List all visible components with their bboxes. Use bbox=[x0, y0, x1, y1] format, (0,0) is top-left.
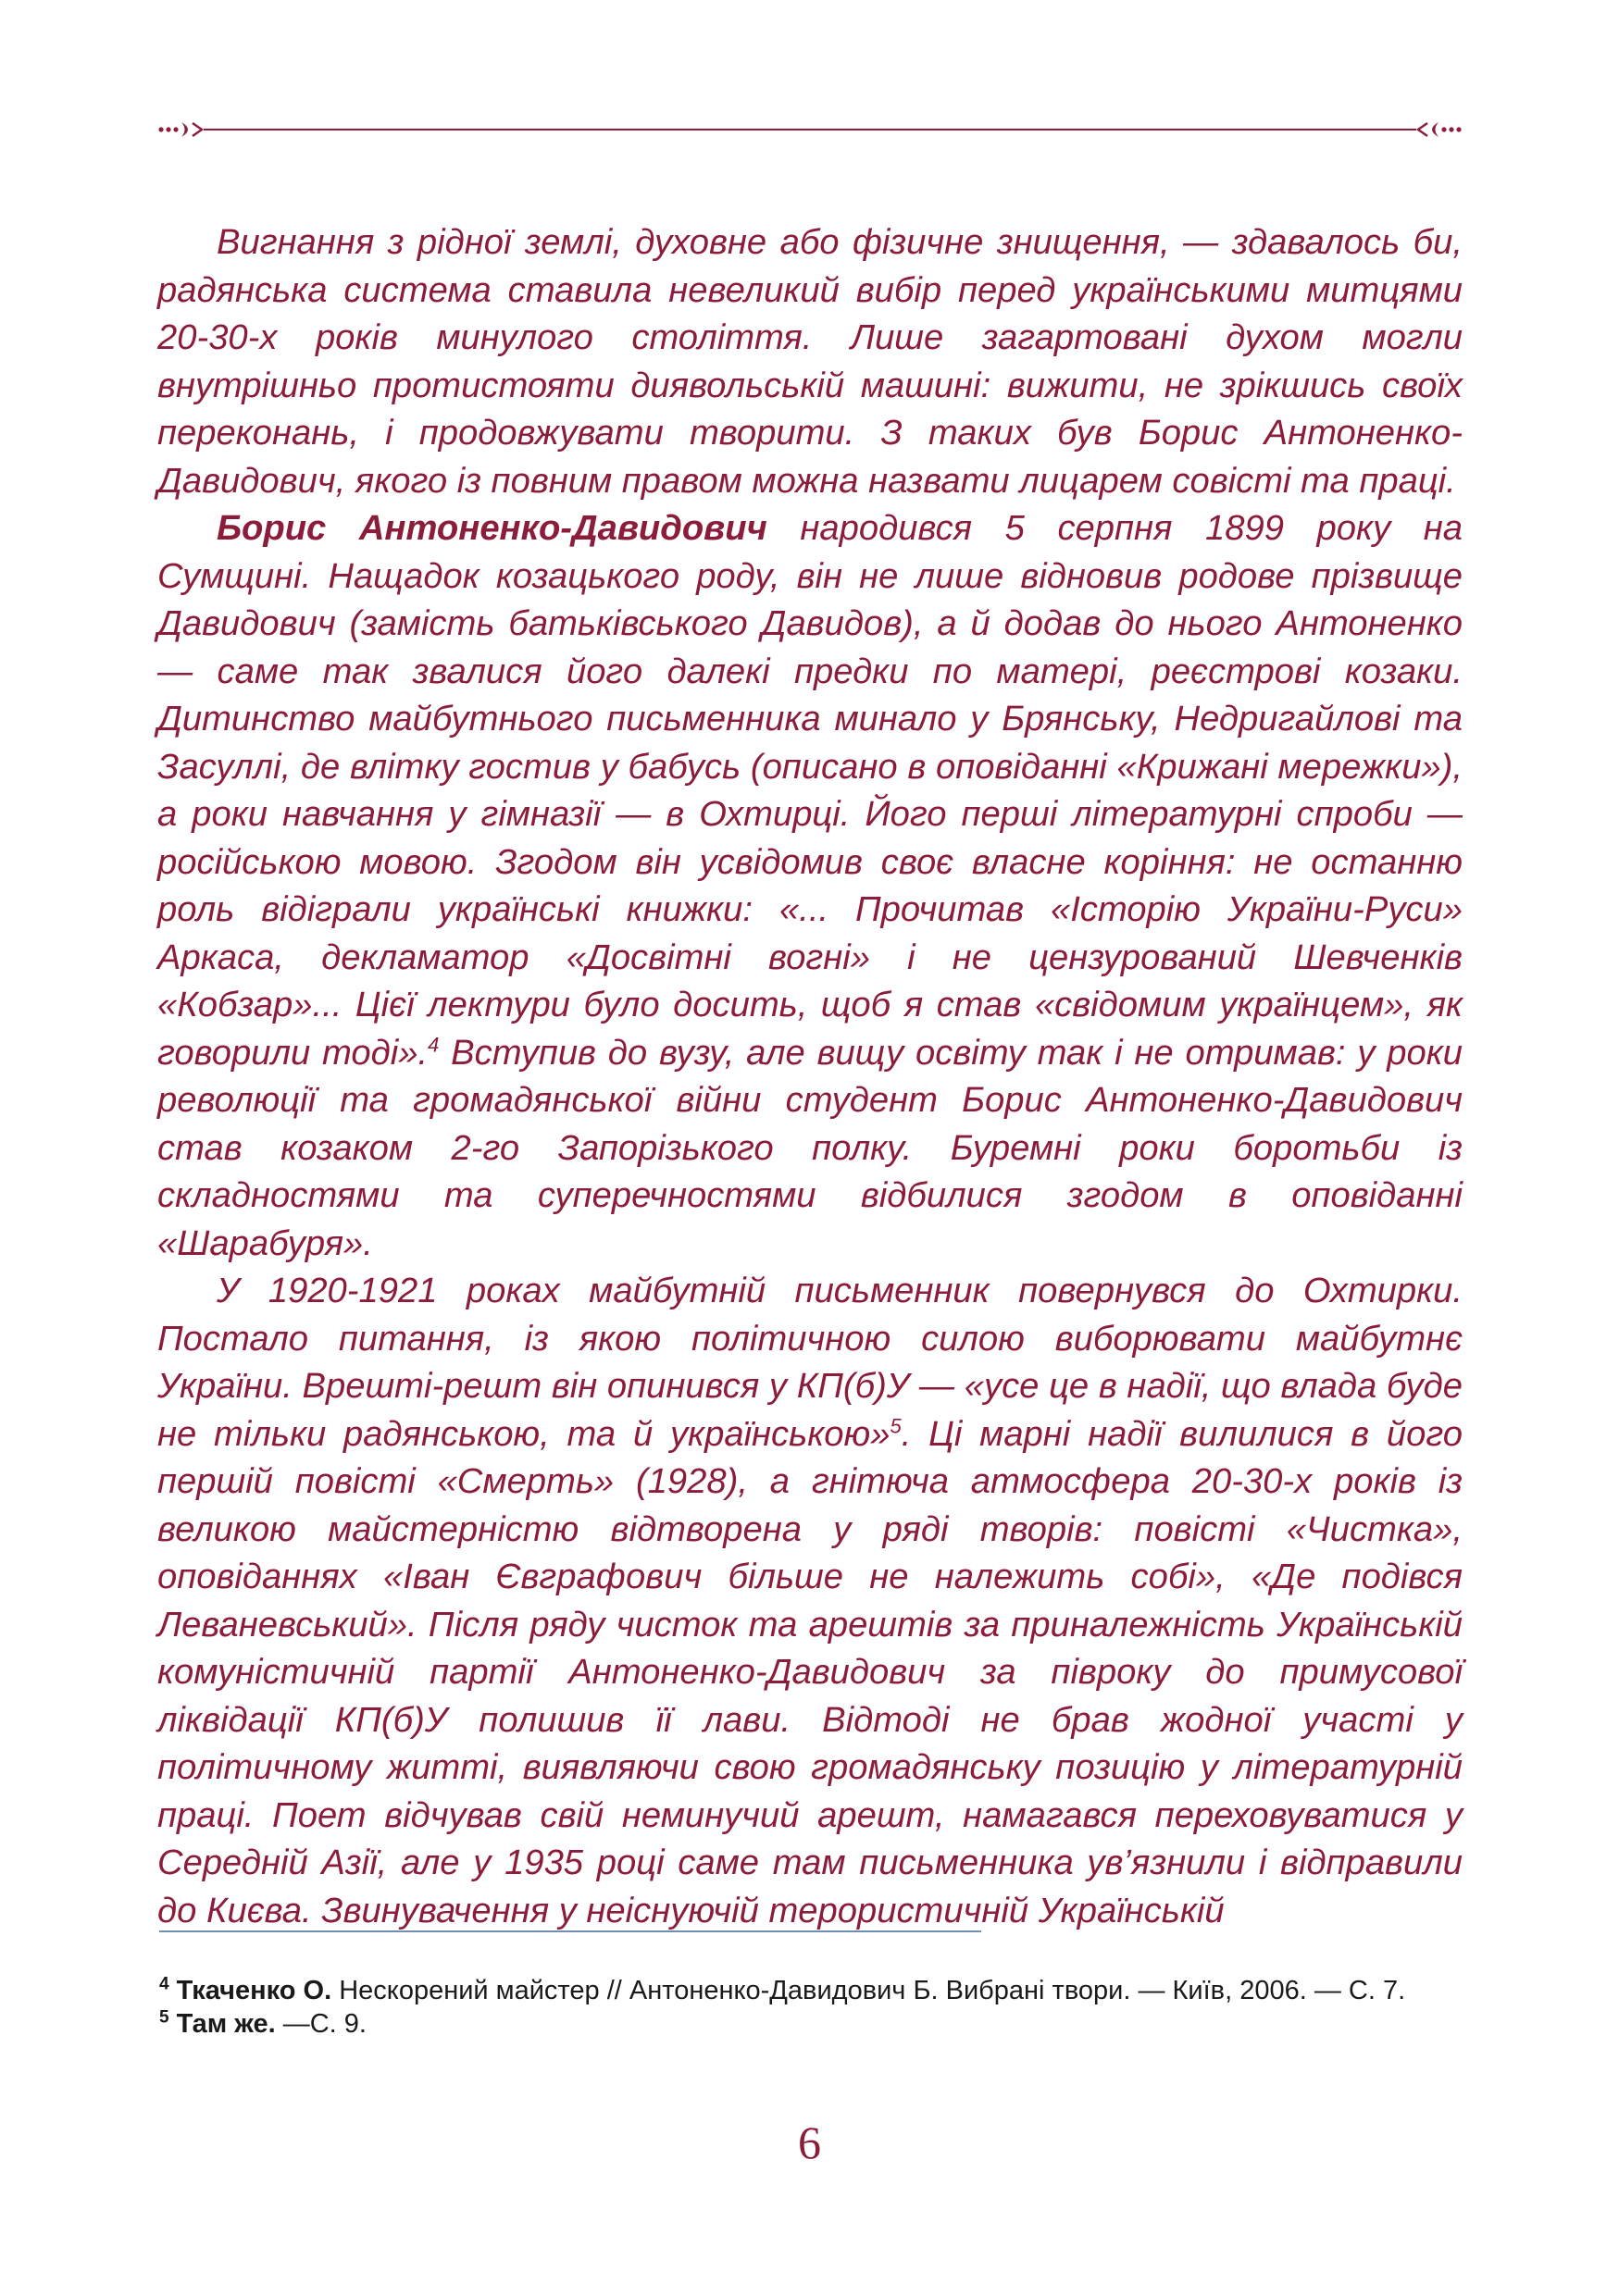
footnote-author: Ткаченко О. bbox=[176, 1976, 332, 2005]
footnote-text: Нескорений майстер // Антоненко-Давидович Б. Вибрані твори. — Київ, 2006. — С. 7. bbox=[331, 1976, 1406, 2005]
paragraph-1: Вигнання з рідної землі, духовне або фізичне знищення, — здавалось би, радянська система ставила невеликий вибір перед українськими митцями 20-30-х років минулого століття. Лише загартовані духом могли внутрішньо протистояти диявольській машині: вижити, не зрікшись своїх переконань, і продовжувати творити. З таких був Борис Антоненко-Давидович, якого із повним правом можна назвати лицарем совісті та праці. bbox=[157, 222, 1463, 501]
footnotes bbox=[159, 1974, 1461, 2041]
footnote-author: Там же. bbox=[176, 2009, 276, 2039]
footnote-text: —С. 9. bbox=[275, 2009, 367, 2039]
paragraph-2-text-b: Вступив до вузу, але вищу освіту так і не отримав: у роки революції та громадянської війни студент Борис Антоненко-Давидович став козаком 2-го Запорізького полку. Буремні роки боротьби із складностями та суперечностями відбилися згодом в оповіданні «Шарабуря». bbox=[157, 1032, 1463, 1263]
paragraph-3-text-b: . Ці марні надії вилилися в його першій повісті «Смерть» (1928), а гнітюча атмосфера 20-30-х років із великою майстерністю відтворена у ряді творів: повісті «Чистка», оповіданнях «Іван Євграфович більше не належить собі», «Де подівся Леваневський». Після ряду чисток та арештів за приналежність Українській комуністичній партії Антоненко-Давидович за півроку до примусової ліквідації КП(б)У полишив її лави. Відтоді не брав жодної участі у політичному житті, виявляючи свою громадянську позицію у літературній праці. Поет відчував свій неминучий арешт, намагався переховуватися у Середній Азії, але у 1935 році саме там письменника ув’язнили і відправили до Києва. Звинувачення у неіснуючій терористичній Українській bbox=[157, 1413, 1463, 1930]
paragraph-3-text-a: У 1920-1921 роках майбутній письменник повернувся до Охтирки. Постало питання, із якою політичною силою виборювати майбутнє України. Врешті-решт він опинився у КП(б)У — «усе це в надії, що влада буде не тільки радянською, та й українською» bbox=[157, 1271, 1463, 1454]
footnote-divider bbox=[159, 1930, 981, 1932]
footnote-number: 5 bbox=[159, 2007, 169, 2028]
top-ornament bbox=[157, 115, 1463, 144]
paragraph-2 bbox=[157, 504, 1463, 1267]
paragraph-3 bbox=[157, 1267, 1463, 1934]
footnote-ref-5[interactable]: 5 bbox=[890, 1413, 902, 1437]
footnote-ref-4[interactable]: 4 bbox=[428, 1032, 440, 1056]
arrow-flourish-left-icon bbox=[1418, 122, 1462, 137]
footnote-number: 4 bbox=[159, 1974, 169, 1994]
main-text bbox=[157, 218, 1463, 1934]
page-number: 6 bbox=[798, 2116, 821, 2168]
footnote-4 bbox=[159, 1974, 1461, 2007]
paragraph-2-text-a: народився 5 серпня 1899 року на Сумщині. Нащадок козацького роду, він не лише відновив родове прізвище Давидович (замість батьківського Давидов), а й додав до нього Антоненко — саме так звалися його далекі предки по матері, реєстрові козаки. Дитинство майбутнього письменника минало у Брянську, Недригайлові та Засуллі, де влітку гостив у бабусь (описано в оповіданні «Крижані мережки»), а роки навчання у гімназії — в Охтирці. Його перші літературні спроби — російською мовою. Згодом він усвідомив своє власне коріння: не останню роль відіграли українські книжки: «... Прочитав «Історію України-Руси» Аркаса, декламатор «Досвітні вогні» і не цензурований Шевченків «Кобзар»... Цієї лектури було досить, щоб я став «свідомим українцем», як говорили тоді». bbox=[157, 508, 1463, 1073]
arrow-flourish-right-icon bbox=[158, 122, 202, 137]
author-name-bold: Борис Антоненко-Давидович bbox=[217, 508, 767, 548]
footnote-5 bbox=[159, 2007, 1461, 2041]
